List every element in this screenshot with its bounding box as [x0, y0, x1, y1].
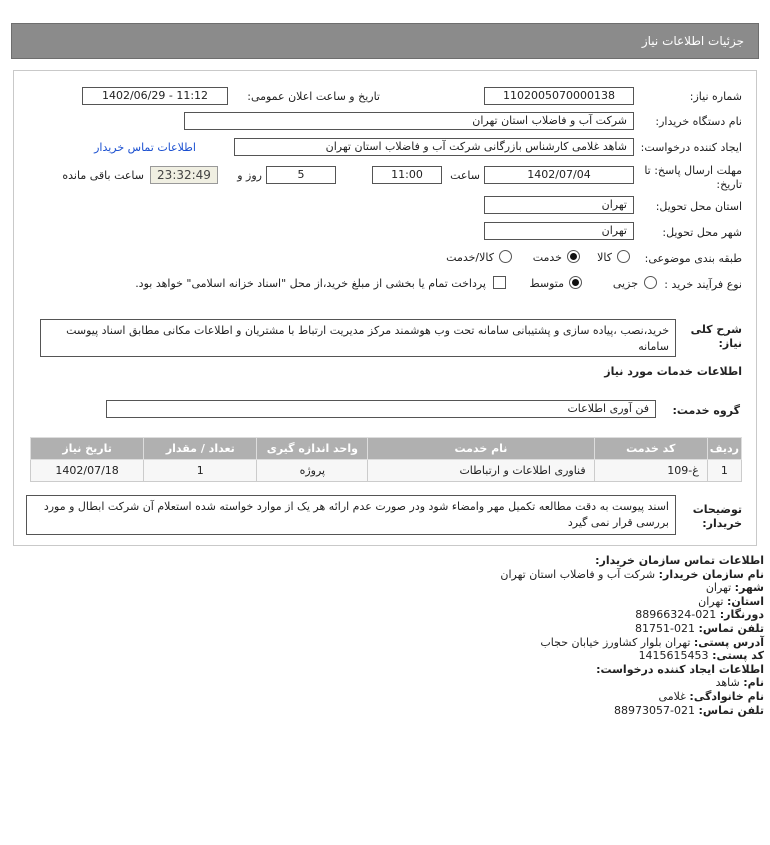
- description-label-2: نیاز:: [718, 337, 742, 350]
- cell-name: فناوری اطلاعات و ارتباطات: [368, 460, 594, 482]
- col-name: نام خدمت: [368, 438, 594, 460]
- treasury-payment-checkbox[interactable]: [493, 276, 506, 289]
- service-group-label: گروه خدمت:: [672, 404, 740, 417]
- col-unit: واحد اندازه گیری: [257, 438, 368, 460]
- creator-info-title: اطلاعات ایجاد کننده درخواست:: [596, 662, 764, 676]
- delivery-province-field[interactable]: تهران: [484, 196, 634, 214]
- buyer-notes-label: توضیحات: [692, 503, 742, 516]
- deadline-date-field[interactable]: 1402/07/04: [484, 166, 634, 184]
- contact-row-phone: تلفن تماس: 021-81751: [635, 621, 764, 635]
- need-number-label: شماره نیاز:: [689, 90, 742, 103]
- cell-date: 1402/07/18: [31, 460, 144, 482]
- buyer-notes-label-2: خریدار:: [702, 517, 742, 530]
- contact-row-org: نام سازمان خریدار: شرکت آب و فاضلاب استان تهران: [500, 567, 764, 581]
- remaining-label: ساعت باقی مانده: [62, 169, 144, 182]
- cell-unit: پروژه: [257, 460, 368, 482]
- announce-field[interactable]: 1402/06/29 - 11:12: [82, 87, 228, 105]
- col-qty: تعداد / مقدار: [144, 438, 257, 460]
- col-row: ردیف: [707, 438, 741, 460]
- contact-row-fax: دورنگار: 021-88966324: [635, 608, 764, 622]
- cell-row: 1: [707, 460, 741, 482]
- remaining-timer: 23:32:49: [150, 166, 218, 184]
- delivery-province-label: استان محل تحویل:: [655, 200, 742, 213]
- contact-title: اطلاعات تماس سازمان خریدار:: [595, 554, 764, 567]
- process-option-minor: جزیی: [612, 277, 638, 290]
- treasury-payment-text: پرداخت تمام یا بخشی از مبلغ خرید،از محل "اسناد خزانه اسلامی" خواهد بود.: [135, 277, 486, 290]
- description-label: شرح کلی: [690, 323, 742, 336]
- cell-code: غ-109: [594, 460, 707, 482]
- buyer-notes-textbox[interactable]: اسند پیوست به دقت مطالعه تکمیل مهر وامضاء شود ودر صورت عدم ارائه هر یک از موارد خواسته شده استعلام آن شرکت ابطال و مورد بررسی قرار نمی گیرد: [26, 495, 676, 535]
- contact-row-province: استان: تهران: [698, 594, 764, 608]
- creator-row-name: نام: شاهد: [715, 676, 764, 690]
- page-title: جزئیات اطلاعات نیاز: [641, 34, 744, 48]
- creator-label: ایجاد کننده درخواست:: [640, 141, 742, 154]
- process-radio-minor[interactable]: [644, 276, 657, 289]
- description-textbox[interactable]: خرید،نصب ،پیاده سازی و پشتیبانی سامانه تحت وب هوشمند مرکز مدیریت ارتباط با مشتریان و اطلاعات مکانی مطابق اسناد پیوست سامانه: [40, 319, 676, 357]
- details-panel: [13, 70, 757, 546]
- services-table: [30, 437, 742, 482]
- category-option-service: خدمت: [532, 251, 562, 264]
- deadline-label: مهلت ارسال پاسخ: تا: [644, 164, 742, 177]
- announce-label: تاریخ و ساعت اعلان عمومی:: [247, 90, 380, 103]
- service-group-field[interactable]: فن آوری اطلاعات: [106, 400, 656, 418]
- process-label: نوع فرآیند خرید :: [664, 278, 742, 291]
- need-number-field[interactable]: 1102005070000138: [484, 87, 634, 105]
- category-radio-both[interactable]: [499, 250, 512, 263]
- contact-row-address: آدرس پستی: تهران بلوار کشاورز خیابان حجاب: [540, 635, 764, 649]
- creator-row-family: نام خانوادگی: غلامی: [658, 689, 764, 703]
- category-radio-goods[interactable]: [617, 250, 630, 263]
- days-label: روز و: [237, 169, 262, 182]
- col-date: تاریخ نیاز: [31, 438, 144, 460]
- buyer-org-label: نام دستگاه خریدار:: [655, 115, 742, 128]
- deadline-days-field[interactable]: 5: [266, 166, 336, 184]
- creator-row-phone: تلفن تماس: 021-88973057: [614, 703, 764, 717]
- services-section-title: اطلاعات خدمات مورد نیاز: [604, 365, 742, 378]
- creator-field[interactable]: شاهد غلامی کارشناس بازرگانی شرکت آب و فاضلاب استان تهران: [234, 138, 634, 156]
- buyer-contact-info: [24, 554, 764, 717]
- table-row[interactable]: [31, 460, 742, 482]
- cell-qty: 1: [144, 460, 257, 482]
- col-code: کد خدمت: [594, 438, 707, 460]
- contact-row-postal: کد پستی: 1415615453: [638, 649, 764, 663]
- process-radio-medium[interactable]: [569, 276, 582, 289]
- table-header-row: [31, 438, 742, 460]
- buyer-org-field[interactable]: شرکت آب و فاضلاب استان تهران: [184, 112, 634, 130]
- category-radio-service[interactable]: [567, 250, 580, 263]
- process-option-medium: متوسط: [529, 277, 564, 290]
- buyer-contact-link[interactable]: اطلاعات تماس خریدار: [94, 141, 196, 154]
- delivery-city-label: شهر محل تحویل:: [662, 226, 742, 239]
- page-header: [11, 23, 759, 59]
- delivery-city-field[interactable]: تهران: [484, 222, 634, 240]
- category-option-goods: کالا: [597, 251, 612, 264]
- deadline-time-label: ساعت: [450, 169, 480, 182]
- category-option-both: کالا/خدمت: [446, 251, 494, 264]
- category-label: طبقه بندی موضوعی:: [644, 252, 742, 265]
- contact-row-city: شهر: تهران: [705, 581, 764, 595]
- deadline-label-2: تاریخ:: [716, 178, 742, 191]
- deadline-time-field[interactable]: 11:00: [372, 166, 442, 184]
